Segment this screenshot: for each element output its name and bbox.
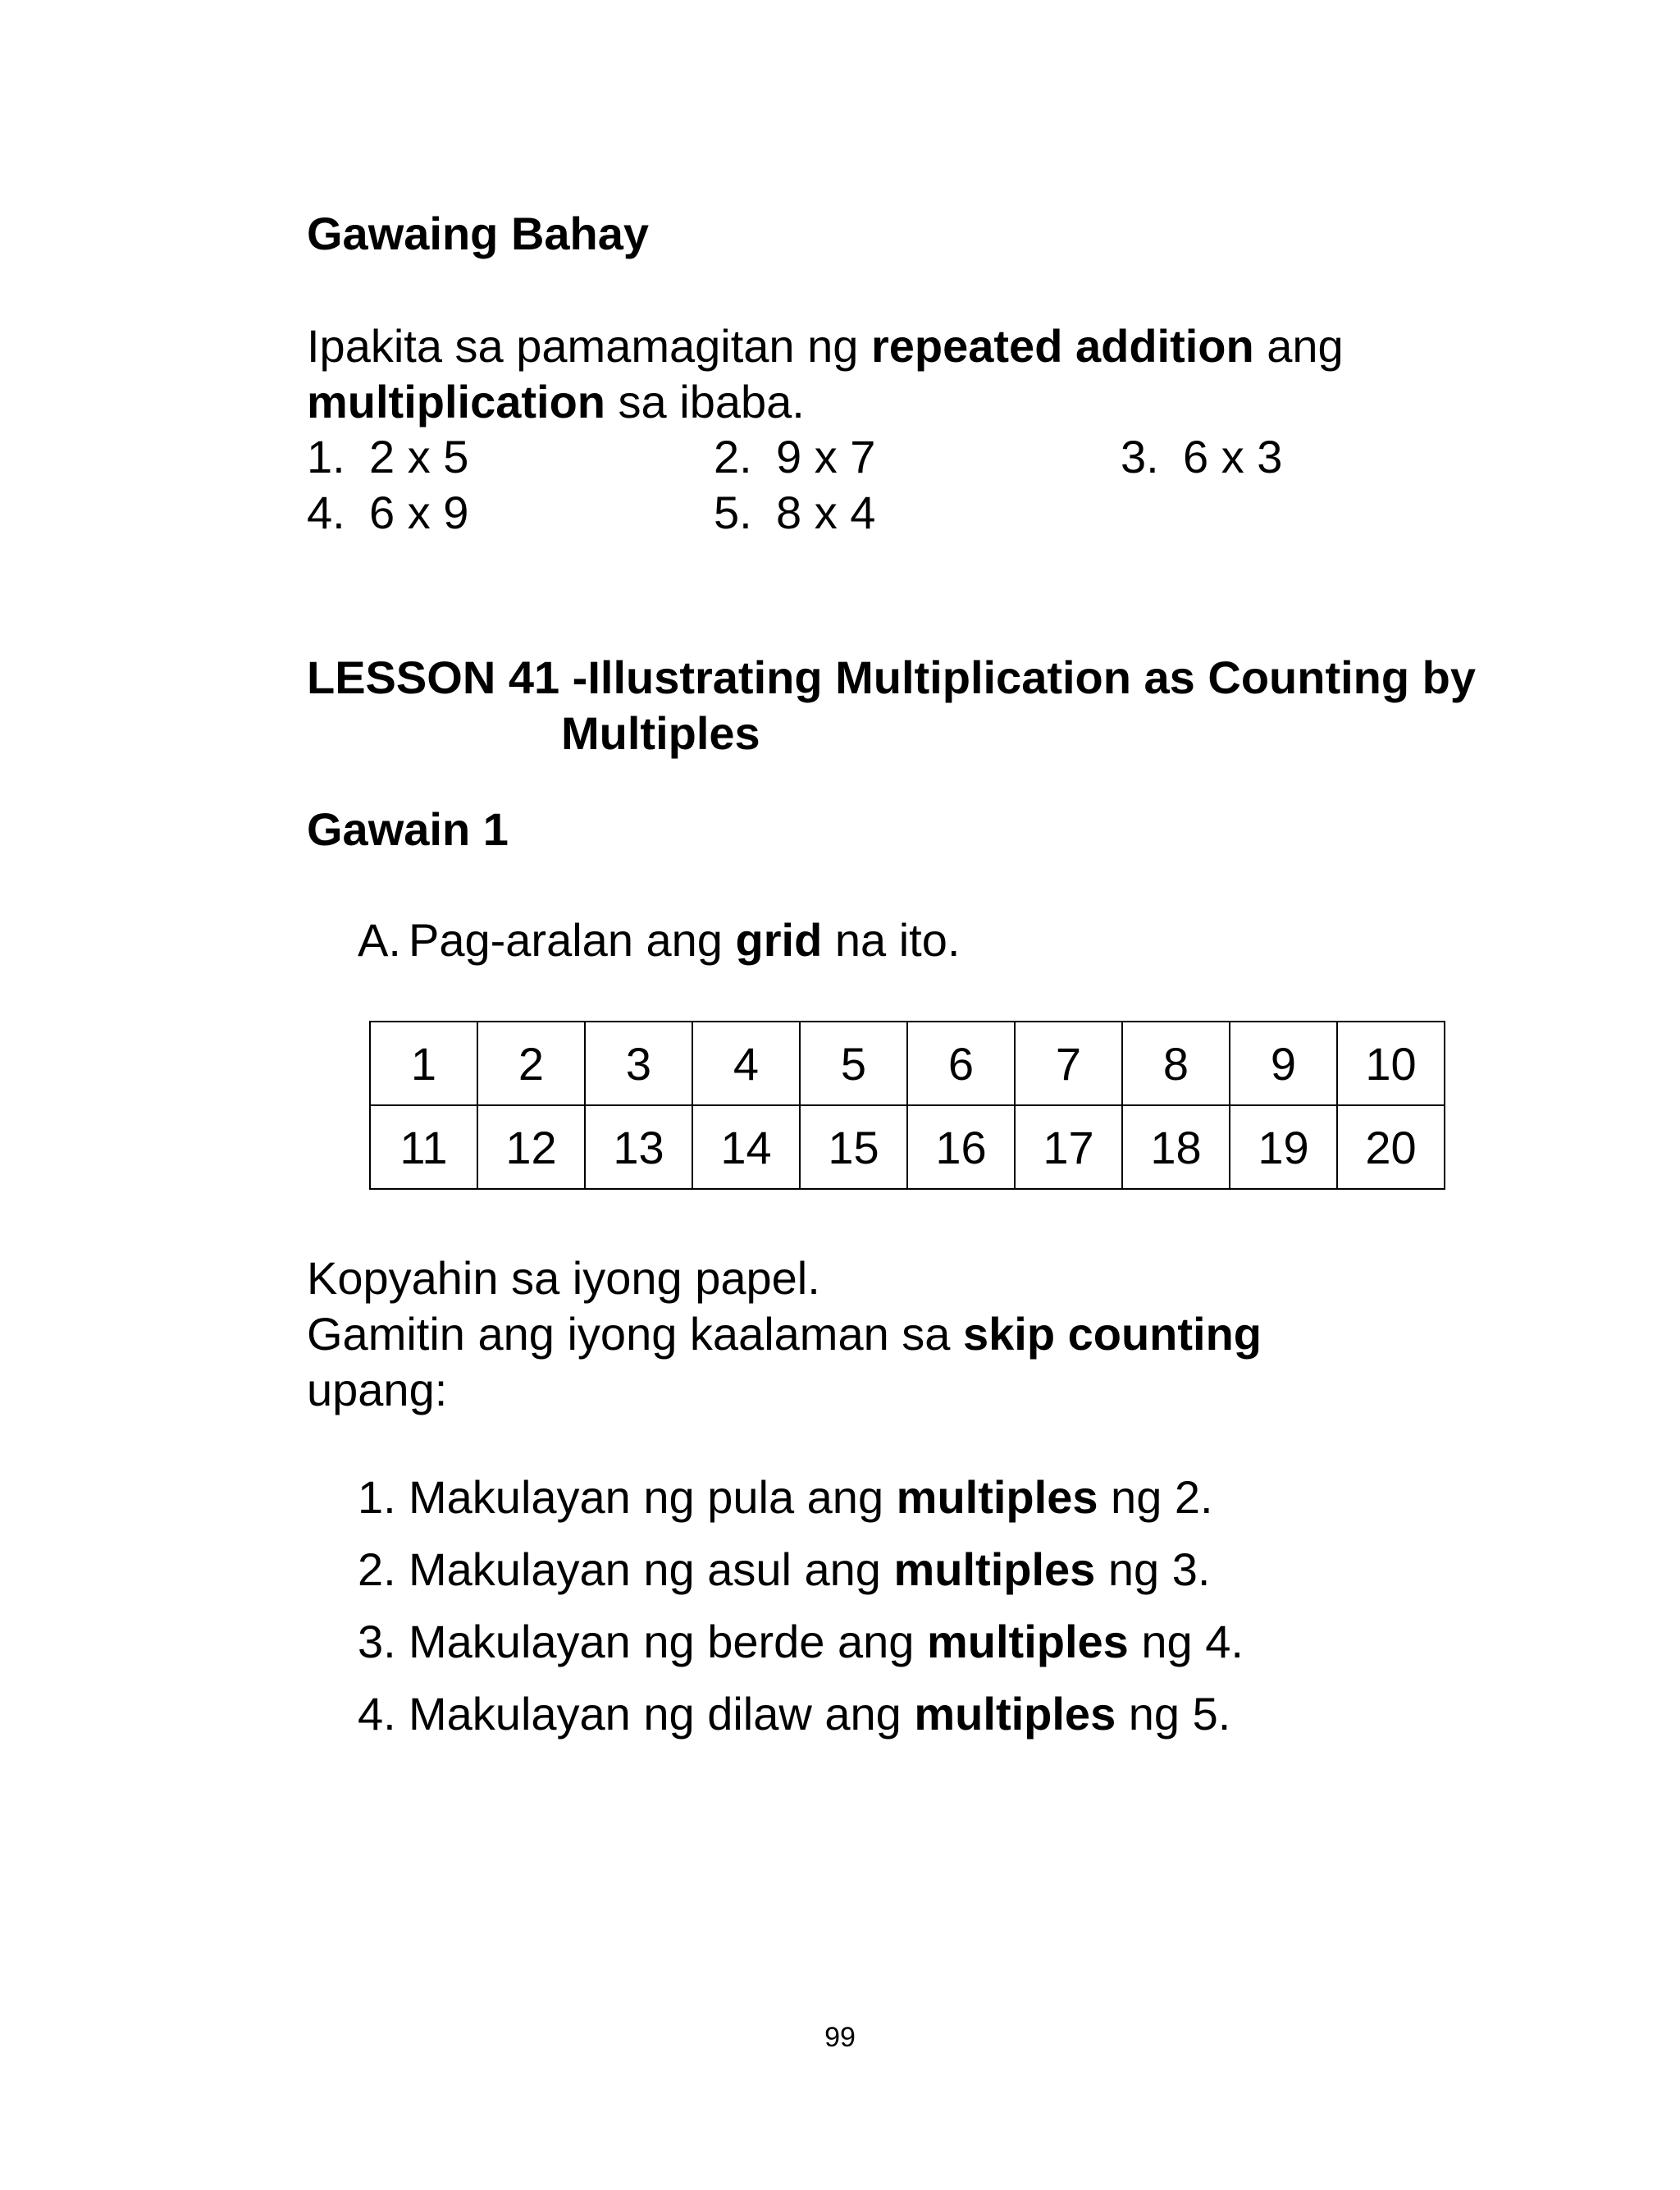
coloring-instructions bbox=[358, 1470, 1244, 1759]
instruction-bold-multiplication: multiplication bbox=[307, 376, 605, 427]
grid-cell: 14 bbox=[692, 1105, 800, 1189]
grid-cell: 5 bbox=[800, 1022, 907, 1105]
problem-row-2 bbox=[307, 486, 1455, 542]
table-row bbox=[370, 1105, 1445, 1189]
instruction-text: ang bbox=[1253, 320, 1344, 372]
homework-title: Gawaing Bahay bbox=[307, 208, 650, 259]
problem-item: 1. 2 x 5 bbox=[307, 431, 469, 482]
activity-directions bbox=[307, 1250, 1262, 1418]
problem-item: 4. 6 x 9 bbox=[307, 487, 469, 538]
instruction-text: Ipakita sa pamamagitan ng bbox=[307, 320, 871, 372]
grid-cell: 15 bbox=[800, 1105, 907, 1189]
lesson-heading-line2: Multiples bbox=[561, 707, 760, 759]
problem-item: 3. 6 x 3 bbox=[1121, 431, 1283, 482]
page-number: 99 bbox=[824, 2022, 856, 2053]
grid-cell: 13 bbox=[585, 1105, 692, 1189]
grid-cell: 1 bbox=[370, 1022, 477, 1105]
lesson-number: LESSON 41 bbox=[307, 652, 560, 703]
list-item: 3. Makulayan ng berde ang multiples ng 4. bbox=[358, 1616, 1244, 1667]
table-row bbox=[370, 1022, 1445, 1105]
homework-instruction bbox=[307, 318, 1344, 430]
grid-cell: 9 bbox=[1230, 1022, 1337, 1105]
instruction-bold-repeated-addition: repeated addition bbox=[870, 320, 1254, 372]
lesson-heading bbox=[307, 650, 1476, 761]
grid-cell: 2 bbox=[477, 1022, 585, 1105]
bold-skip-counting: skip counting bbox=[963, 1308, 1262, 1360]
list-item: 4. Makulayan ng dilaw ang multiples ng 5. bbox=[358, 1688, 1231, 1740]
list-item: 2. Makulayan ng asul ang multiples ng 3. bbox=[358, 1543, 1211, 1595]
grid-cell: 7 bbox=[1015, 1022, 1122, 1105]
skip-counting-instruction: Gamitin ang iyong kaalaman sa skip counting bbox=[307, 1308, 1262, 1360]
homework-problems bbox=[307, 430, 1455, 542]
instruction-text: sa ibaba. bbox=[605, 376, 805, 427]
skip-counting-instruction-end: upang: bbox=[307, 1364, 448, 1415]
grid-cell: 20 bbox=[1337, 1105, 1445, 1189]
grid-cell: 11 bbox=[370, 1105, 477, 1189]
problem-item: 2. 9 x 7 bbox=[714, 431, 876, 482]
step-label: A. bbox=[358, 914, 401, 966]
grid-cell: 6 bbox=[907, 1022, 1015, 1105]
grid-cell: 17 bbox=[1015, 1105, 1122, 1189]
copy-instruction: Kopyahin sa iyong papel. bbox=[307, 1252, 820, 1304]
number-grid bbox=[369, 1021, 1445, 1190]
activity-step-a: A. Pag-aralan ang grid na ito. bbox=[358, 912, 960, 968]
problem-row-1 bbox=[307, 430, 1455, 486]
activity-title: Gawain 1 bbox=[307, 803, 509, 855]
grid-cell: 19 bbox=[1230, 1105, 1337, 1189]
grid-cell: 3 bbox=[585, 1022, 692, 1105]
grid-cell: 16 bbox=[907, 1105, 1015, 1189]
grid-cell: 12 bbox=[477, 1105, 585, 1189]
grid-cell: 4 bbox=[692, 1022, 800, 1105]
problem-item: 5. 8 x 4 bbox=[714, 487, 876, 538]
lesson-heading-line1 bbox=[307, 650, 1476, 706]
grid-cell: 8 bbox=[1122, 1022, 1230, 1105]
homework-instruction-line1 bbox=[307, 318, 1344, 374]
step-bold-grid: grid bbox=[735, 914, 823, 966]
grid-cell: 18 bbox=[1122, 1105, 1230, 1189]
homework-instruction-line2 bbox=[307, 374, 1344, 430]
lesson-title: -Illustrating Multiplication as Counting by bbox=[572, 652, 1476, 703]
list-item: 1. Makulayan ng pula ang multiples ng 2. bbox=[358, 1471, 1213, 1523]
grid-cell: 10 bbox=[1337, 1022, 1445, 1105]
